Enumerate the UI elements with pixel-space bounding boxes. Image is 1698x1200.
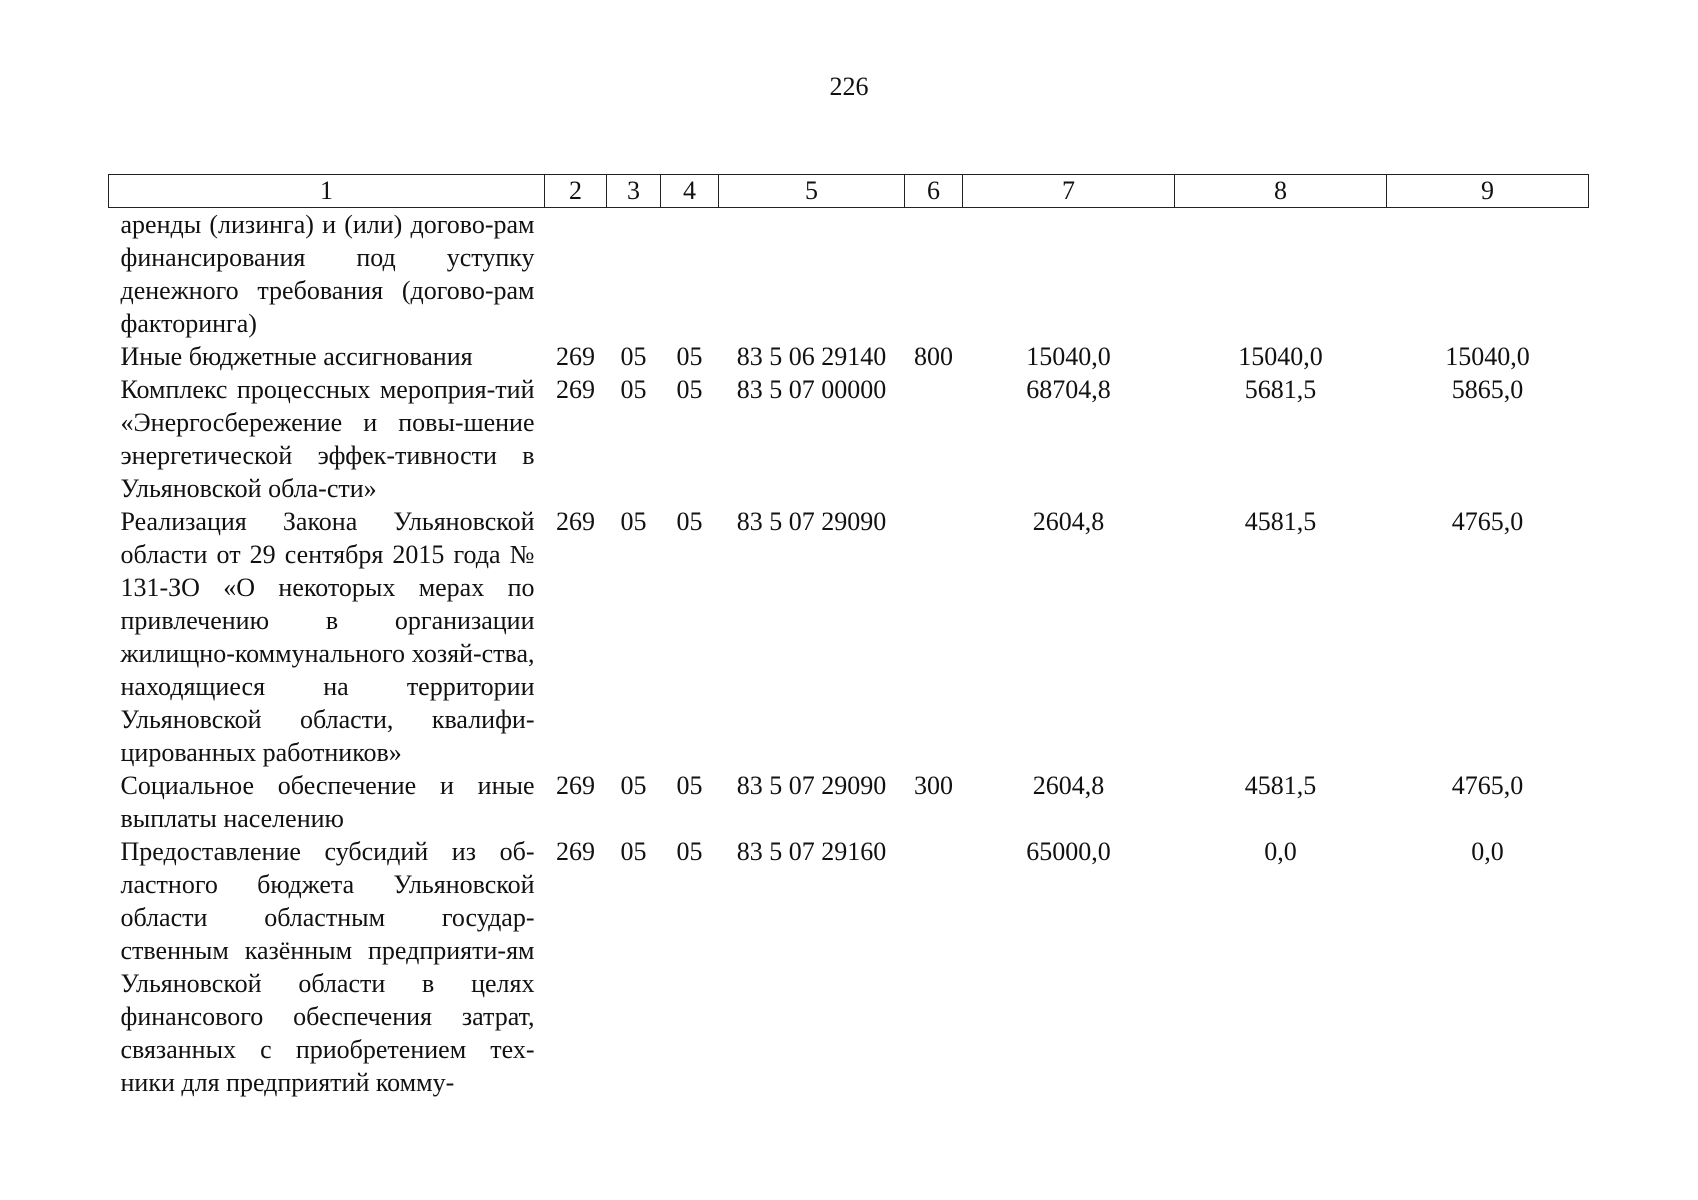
row-col-3: 05 <box>620 507 647 536</box>
row-col-7: 65000,0 <box>1026 837 1111 866</box>
row-col-8: 5681,5 <box>1244 375 1317 404</box>
row-col-4: 05 <box>676 837 703 866</box>
row-col-8: 4581,5 <box>1244 507 1317 536</box>
row-name: Комплекс процессных мероприя-тий «Энергосбережение и повы-шение энергетической эффек-тивности в Ульяновской обла-сти» <box>120 375 535 503</box>
row-col-6: 300 <box>914 771 953 800</box>
row-col-5 <box>719 208 905 341</box>
row-col-5: 83 5 06 29140 <box>736 342 887 371</box>
table-row <box>109 835 1589 1099</box>
row-col-2: 269 <box>556 837 595 866</box>
header-col-3: 3 <box>607 175 661 208</box>
table-row <box>109 208 1589 341</box>
row-col-9 <box>1387 208 1589 341</box>
header-col-1: 1 <box>109 175 545 208</box>
row-col-4: 05 <box>676 342 703 371</box>
row-col-2: 269 <box>556 771 595 800</box>
row-col-2 <box>545 208 607 341</box>
row-col-7: 2604,8 <box>1032 507 1105 536</box>
row-col-5: 83 5 07 29090 <box>736 771 887 800</box>
header-col-4: 4 <box>661 175 719 208</box>
row-col-4: 05 <box>676 375 703 404</box>
table-header <box>109 175 1589 208</box>
header-col-7: 7 <box>963 175 1175 208</box>
row-col-5: 83 5 07 29090 <box>736 507 887 536</box>
table-row <box>109 373 1589 505</box>
table-body <box>109 208 1589 1100</box>
row-col-9: 15040,0 <box>1445 342 1530 371</box>
header-col-9: 9 <box>1387 175 1589 208</box>
row-name: Иные бюджетные ассигнования <box>120 342 473 371</box>
header-col-6: 6 <box>905 175 963 208</box>
row-col-6 <box>905 505 963 769</box>
row-col-3: 05 <box>620 837 647 866</box>
row-col-9: 4765,0 <box>1451 771 1524 800</box>
row-col-7 <box>963 208 1175 341</box>
row-col-6 <box>905 208 963 341</box>
row-col-3: 05 <box>620 375 647 404</box>
row-col-7: 2604,8 <box>1032 771 1105 800</box>
row-col-2: 269 <box>556 507 595 536</box>
budget-table <box>108 174 1589 1099</box>
row-col-8: 0,0 <box>1264 837 1297 866</box>
row-col-2: 269 <box>556 342 595 371</box>
row-col-2: 269 <box>556 375 595 404</box>
table-row <box>109 505 1589 769</box>
row-col-8: 15040,0 <box>1238 342 1323 371</box>
header-col-2: 2 <box>545 175 607 208</box>
row-col-6 <box>905 373 963 505</box>
row-col-6: 800 <box>914 342 953 371</box>
row-col-4 <box>661 208 719 341</box>
row-name: Реализация Закона Ульяновской области от 29 сентября 2015 года № 131-ЗО «О некоторых мерах по привлечению в организации жилищно-коммунального хозяй-ства, находящиеся на территории Ульяновской области, квалифи-цированных работников» <box>120 507 535 767</box>
row-col-8: 4581,5 <box>1244 771 1317 800</box>
row-col-3: 05 <box>620 342 647 371</box>
table-row <box>109 340 1589 373</box>
row-col-9: 4765,0 <box>1451 507 1524 536</box>
row-col-9: 0,0 <box>1471 837 1504 866</box>
row-col-4: 05 <box>676 771 703 800</box>
table-row <box>109 769 1589 835</box>
header-row <box>109 175 1589 208</box>
row-col-7: 15040,0 <box>1026 342 1111 371</box>
row-col-8 <box>1175 208 1387 341</box>
row-col-5: 83 5 07 29160 <box>736 837 887 866</box>
row-col-9: 5865,0 <box>1451 375 1524 404</box>
row-name: Социальное обеспечение и иные выплаты населению <box>120 771 535 833</box>
page-number: 226 <box>829 72 869 101</box>
row-col-4: 05 <box>676 507 703 536</box>
row-col-5: 83 5 07 00000 <box>736 375 887 404</box>
row-col-3 <box>607 208 661 341</box>
header-col-5: 5 <box>719 175 905 208</box>
header-col-8: 8 <box>1175 175 1387 208</box>
row-name: аренды (лизинга) и (или) догово-рам финансирования под уступку денежного требования (догово-рам факторинга) <box>120 210 535 338</box>
row-col-7: 68704,8 <box>1026 375 1111 404</box>
row-col-6 <box>905 835 963 1099</box>
row-col-3: 05 <box>620 771 647 800</box>
row-name: Предоставление субсидий из об-ластного бюджета Ульяновской области областным государ-ственным казённым предприяти-ям Ульяновской области в целях финансового обеспечения затрат, связанных с приобретением тех-ники для предприятий комму- <box>120 837 535 1097</box>
